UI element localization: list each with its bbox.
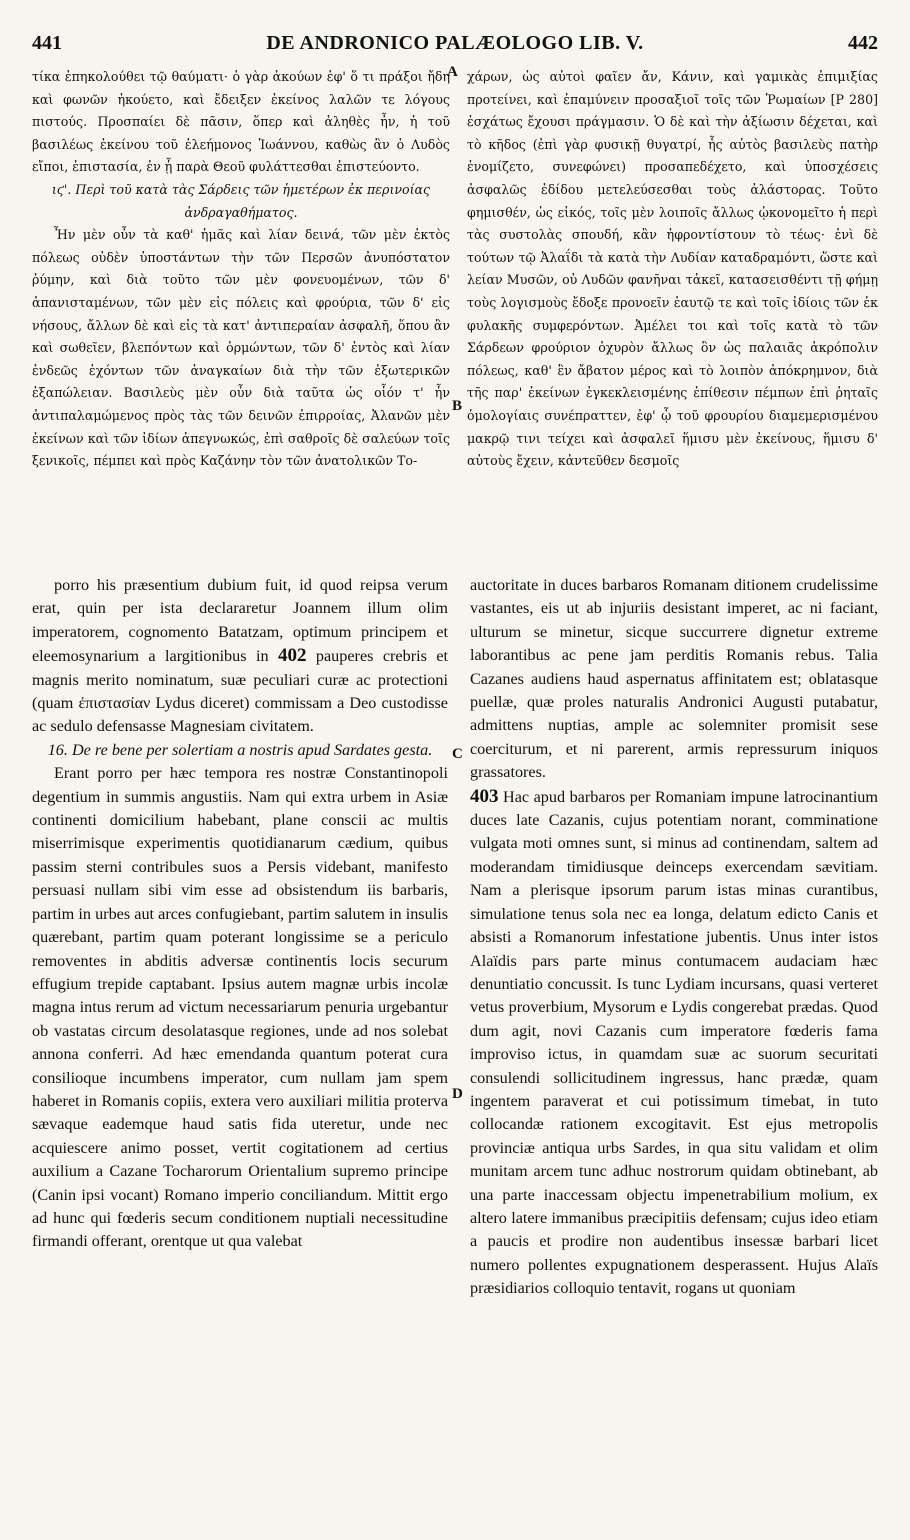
latin-text: pauperes crebris et magnis merito nominatum, suæ peculiari curæ ac protectioni (quam ἐπιστασίαν Lydus diceret) commissam a Deo custodisse ac sedulo defensasse Magnesiam civitatem. — [32, 647, 448, 736]
greek-paragraph: χάρων, ὡς αὐτοὶ φαῖεν ἄν, Κάνιν, καὶ γαμικὰς ἐπιμιξίας προτείνει, καὶ ἐπαμύνειν προσαξιοῖ τοῖς τῶν Ῥωμαίων [P 280] ἐσχάτως ἔχουσι πράγμασιν. Ὁ δὲ καὶ τὴν ἀξίωσιν δέχεται, καὶ τὸ κῆδος (ἐπὶ γὰρ φυσικῇ θυγατρί, ἧς αὐτὸς βασιλεὺς πατὴρ ἐνομίζετο, συνεφώνει) προσαπεδέχετο, καὶ ὑποσχέσεις ἀσφαλῶς ἐδίδου μετελεύσεσθαι τοὺς ἀλάστορας. Τοῦτο φημισθέν, ὡς εἰκός, τοῖς μὲν λοιποῖς ἄλλως ᾠκονομεῖτο ἡ περὶ τὰς συστολὰς σπουδή, κἂν ἠφροντίστουν τὸ τέως· ἐνὶ δὲ τούτων τῷ Ἀλαΐδι τὰ κατὰ τὴν Λυδίαν καταδραμόντι, ὥστε καὶ λείαν Μυσῶν, οὐ Λυδῶν φανῆναι τἀκεῖ, κατασεισθέντι τῇ φήμῃ τοὺς λογισμοὺς ἔδοξε προνοεῖν ἑαυτῷ τε καὶ τοῖς ἰδίοις τῶν ἐκ φυλακῆς συμφερόντων. Ἀμέλει τοι καὶ τοῖς κατὰ τὸ τῶν Σάρδεων φρούριον ὀχυρὸν ἄλλως ὂν ὡς παλαιᾶς ἀκρόπολιν πόλεως, καθ' ἓν ἄβατον μέρος καὶ τὸ λοιπὸν ἀπόκρημνον, διὰ τῆς παρ' ἐκείνων ἐγκεκλεισμένης ἐπίθεσιν πέμπων ἐπὶ ῥηταῖς ὁμολογίαις συνέπραττεν, ἐφ' ᾧ τοῦ φρουρίου διαμεμερισμένου μακρῷ τινι τείχει καὶ ἀσφαλεῖ ἥμισυ μὲν ἐκείνους, ἥμισυ δ' αὐτοὺς ἔχειν, κἀντεῦθεν δεσμοῖς — [467, 69, 878, 469]
latin-paragraph: Erant porro per hæc tempora res nostræ Constantinopoli degentium in summis angustiis. Nam qui extra urbem in Asiæ continenti domicilium habebant, plane conscii ac multis miserrimisque experimentis quotidianarum cædium, quibus passim sterni contribules suos a Persis videbant, manifesto persuasi nullam sibi vim esse ad obsistendum iis barbaris, partim in urbes aut arces confugiebant, partim salutem in insulis quærebant, partim quam poterant longissime se a periculo removentes in abditis adversæ continentis locis securum effugium trepide captabant. Ipsius autem magnæ urbis incolæ magna intus rerum ad victum necessariarum penuria urgebantur ob vastatas circum desolatasque regiones, unde ad nos solebat annona conferri. Ad hæc emendanda quantum poterat cura consilioque incumbens imperator, cum nullam jam spem haberet in Romanis copiis, extera vero auxiliari militia proterva sævaque eademque haud satis fida uteretur, unde nec acquiescere animo posset, vertit cogitationem ad certius auxilium a Cazane Tocharorum Orientalium supremo principe (Canin ipsi vocant) Romano imperio conciliandum. Mittit ergo ad hunc qui fœderis secum conditionem nuptiali necessitudine firmandi offerant, orentque ut qua valebat — [32, 764, 448, 1251]
page-number-left: 441 — [32, 32, 62, 54]
margin-letter-d: D — [452, 1086, 463, 1102]
greek-paragraph: Ἦν μὲν οὖν τὰ καθ' ἡμᾶς καὶ λίαν δεινά, τῶν μὲν ἐκτὸς πόλεως οὐδὲν ὑποστάντων τὴν τῶν Περσῶν ἀνυπόστατον ῥύμην, καὶ διὰ τοῦτο τῶν μὲν φονευομένων, τῶν δ' ἀπανισταμένων, τῶν μὲν εἰς πόλεις καὶ φρούρια, τῶν δ' εἰς νήσους, ἄλλων δὲ καὶ εἰς τὰ κατ' ἀντιπεραίαν ἀσφαλῆ, ὅπου ἂν καὶ σωθεῖεν, βλεπόντων καὶ ὁρμώντων, τῶν δ' ἐντὸς καὶ λίαν ἐνδεῶς ἐχόντων τῶν ἀναγκαίων διὰ τὴν τῶν ἐξωτερικῶν ἐξαπώλειαν. Βασιλεὺς μὲν οὖν διὰ ταῦτα ὡς οἷόν τ' ἦν ἀντιπαλαμώμενος πρὸς τὰς τῶν δεινῶν ἐπιρροίας, Ἀλανῶν μὲν ἐκείνων καὶ τῶν ἰδίων ἀπεγνωκώς, ἐπὶ σαθροῖς δὲ σαλεύων τοῖς ξενικοῖς, πέμπει καὶ πρὸς Καζάνην τὸν τῶν ἀνατολικῶν Το- — [32, 227, 450, 469]
margin-letter-c: C — [452, 746, 463, 762]
leaf-number: 403 — [470, 785, 499, 807]
page-header — [32, 30, 878, 60]
greek-column-right — [467, 66, 878, 554]
page-number-right: 442 — [848, 32, 878, 54]
running-head: DE ANDRONICO PALÆOLOGO LIB. V. — [266, 32, 644, 54]
latin-text: porro his præsentium dubium fuit, id quod reipsa verum erat, quin per ista declararetur Joannem illum olim imperatorem, cognomento Batatzam, optimum principem et eleemosynarium a largitionibus in — [32, 576, 448, 666]
margin-letter-b: B — [452, 398, 463, 414]
leaf-number: 402 — [277, 645, 307, 667]
latin-paragraph: auctoritate in duces barbaros Romanam ditionem crudelissime vastantes, eis ut ab injuriis desistant imperet, ac ni faciant, ulturum se minetur, sicque succurrere dignetur extreme laborantibus ac pene jam perditis Romanis rebus. Talia Cazanes audiens haud aspernatus affinitatem est; oblatasque puellæ, quæ proles naturalis Andronici Augusti putabatur, admittens nuptias, ample ac solemniter promisit sese coerciturum, et ni parerent, armis repressurum iniquos grassatores. — [470, 576, 878, 782]
latin-column-right — [470, 574, 878, 1524]
greek-column-left — [32, 66, 450, 554]
margin-letter-a: A — [447, 64, 458, 80]
greek-section-title: ιϛ'. Περὶ τοῦ κατὰ τὰς Σάρδεις τῶν ἡμετέρων ἐκ περινοίας ἀνδραγαθήματος. — [51, 181, 431, 220]
latin-paragraph — [32, 574, 448, 739]
latin-column-left — [32, 574, 448, 1524]
latin-section-title: 16. De re bene per solertiam a nostris apud Sardates gesta. — [47, 740, 433, 759]
greek-paragraph: τίκα ἐπηκολούθει τῷ θαύματι· ὁ γὰρ ἀκούων ἐφ' ὅ τι πράξοι ἤδη καὶ φωνῶν ἠκούετο, καὶ ἔδειξεν ἐκείνος λαλῶν τε λόγους πιστούς. Προσπαίει δὲ πᾶσιν, ὅπερ καὶ ἀληθὲς ἦν, ἡ τοῦ βασιλέως ἐκείνου τοῦ ἐλεήμονος Ἰωάννου, καθὼς ἂν ὁ Λυδὸς εἴποι, ἐπιστασία, ἐν ᾗ παρὰ Θεοῦ φυλάττεσθαι ἐπιστεύοντο. — [32, 69, 450, 175]
latin-text: Hac apud barbaros per Romaniam impune latrocinantium duces late Cazanis, cujus potentiam norant, comminatione vulgata moti omnes sunt, si minus ad continendam, saltem ad moderandam timidiusque deinceps exercendam sævitiam. Nam a plerisque ipsorum parum istas minas curantibus, simulatione tenus sola nec ea longa, delatum edicto Canis et absisti a Romanorum infestatione jubentis. Unus inter istos Alaïdis pars parte minus contumacem audaciam hæc denuntiatio concussit. Is tunc Lydiam incursans, quasi verteret vetus proverbium, Mysorum e Lydis congerebat prædas. Quod dum agit, novi Cazanis cum imperatore fœderis fama improviso ictus, in quamdam suæ ac suorum securitati consulendi sollicitudinem ingressus, hanc prædæ, quam ingentem paraverat et cui potissimum timebat, in tuto collocandæ rationem excogitavit. Est ejus metropolis provinciæ antiqua urbs Sardes, in qua situ validam et olim munitam arcem tunc adhuc nostrorum quidam obtinebant, ab una parte inaccessam objectu impenetrabilium molium, ex altero latere immanibus præcipitiis defensam; cujus ideo etiam a paucis et prodire non audentibus insessæ barbari licet numero pollentes expugnationem desperassent. Hujus Alaïs præsidiarios colloquio tentavit, rogans ut quoniam — [470, 787, 878, 1298]
latin-paragraph — [470, 785, 878, 1301]
